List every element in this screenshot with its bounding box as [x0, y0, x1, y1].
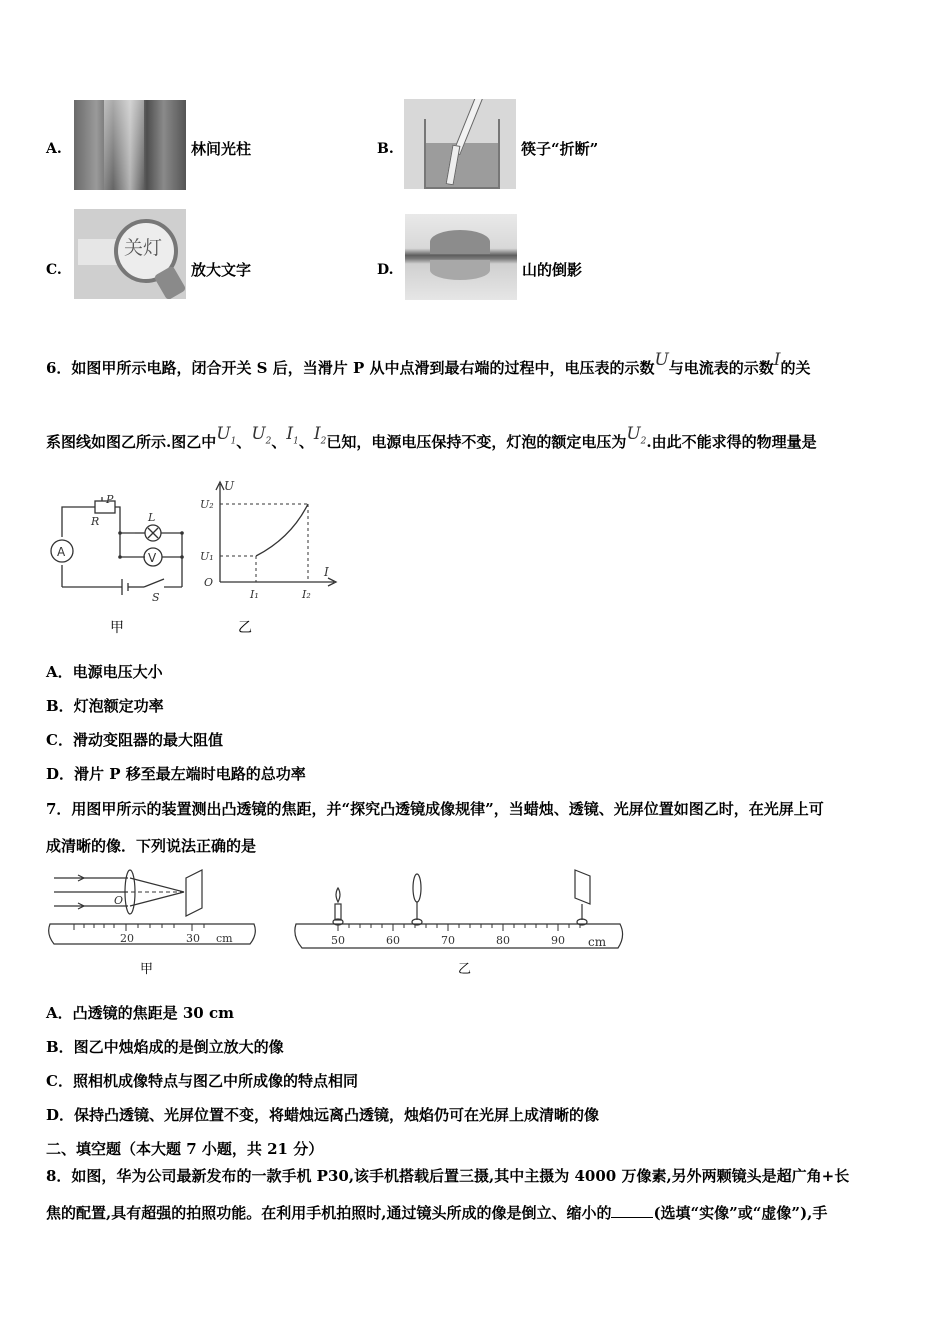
q6-option-a: A．电源电压大小: [46, 663, 163, 681]
q7-label-jia: 甲: [140, 962, 154, 977]
q5-option-b-letter: B.: [377, 141, 394, 157]
forest-light-photo: [74, 100, 186, 190]
magnified-text: 关灯: [124, 237, 163, 259]
focal-o-label: O: [114, 894, 124, 907]
q6-ui-graph: [196, 478, 346, 608]
bench-tick-80: 80: [496, 934, 510, 947]
bench-tick-60: 60: [386, 934, 400, 947]
q7-stem-line1: 7．用图甲所示的装置测出凸透镜的焦距，并“探究凸透镜成像规律”，当蜡烛、透镜、光屏位置如图乙时，在光屏上可: [46, 800, 824, 818]
q6-stem-line2: 系图线如图乙所示.图乙中$U_1$、$U_2$、$I_1$、$I_2$已知，电源电压保持不变，灯泡的额定电压为$U_2$.由此不能求得的物理量是: [46, 424, 817, 451]
lamp-label: L: [148, 511, 156, 524]
focal-unit: cm: [216, 932, 233, 945]
graph-i1-label: I₁: [250, 588, 259, 601]
q6-label-yi: 乙: [238, 620, 252, 636]
graph-origin-label: O: [204, 576, 214, 589]
graph-u2-label: U₂: [200, 498, 214, 511]
graph-u1-label: U₁: [200, 550, 214, 563]
q5-option-d-letter: D.: [377, 262, 394, 278]
resistor-label: R: [91, 515, 100, 528]
switch-label: S: [152, 591, 160, 604]
q7-optical-bench: [290, 866, 630, 956]
bench-tick-70: 70: [441, 934, 455, 947]
q5-option-c-letter: C.: [46, 262, 62, 278]
graph-u-axis-label: U: [224, 479, 235, 493]
q7-option-a: A．凸透镜的焦距是 30 cm: [46, 1004, 234, 1022]
chopstick-glass-photo: [404, 99, 516, 189]
q5-option-b-caption: 筷子“折断”: [521, 140, 599, 158]
section-2-heading: 二、填空题（本大题 7 小题，共 21 分）: [46, 1140, 324, 1158]
focal-tick-20: 20: [120, 932, 134, 945]
q7-focal-diagram: [44, 864, 264, 956]
q5-option-a-letter: A.: [46, 141, 62, 157]
q8-stem-line1: 8．如图，华为公司最新发布的一款手机 P30,该手机搭载后置三摄,其中主摄为 4000 万像素,另外两颗镜头是超广角+长: [46, 1167, 850, 1185]
q6-option-c: C．滑动变阻器的最大阻值: [46, 731, 223, 749]
q7-option-d: D．保持凸透镜、光屏位置不变，将蜡烛远离凸透镜，烛焰仍可在光屏上成清晰的像: [46, 1106, 600, 1124]
magnifier-text-photo: [74, 209, 186, 299]
graph-i2-label: I₂: [302, 588, 311, 601]
q5-option-a-caption: 林间光柱: [191, 140, 252, 158]
bench-unit: cm: [588, 935, 607, 949]
q5-option-d-caption: 山的倒影: [522, 261, 583, 279]
q6-circuit-diagram: [40, 495, 190, 615]
q7-label-yi: 乙: [458, 962, 472, 977]
q7-stem-line2: 成清晰的像．下列说法正确的是: [46, 837, 257, 855]
q6-option-b: B．灯泡额定功率: [46, 697, 164, 715]
q8-answer-blank[interactable]: [611, 1203, 653, 1218]
q6-stem-line1: 6．如图甲所示电路，闭合开关 S 后，当滑片 P 从中点滑到最右端的过程中，电压表的示数U与电流表的示数I的关: [46, 350, 811, 377]
ammeter-symbol: A: [57, 545, 66, 559]
focal-tick-30: 30: [186, 932, 200, 945]
q8-stem-line2: 焦的配置,具有超强的拍照功能。在利用手机拍照时,通过镜头所成的像是倒立、缩小的 (选填“实像”或“虚像”),手: [46, 1204, 828, 1222]
q7-option-c: C．照相机成像特点与图乙中所成像的特点相同: [46, 1072, 358, 1090]
mountain-reflection-photo: [405, 214, 517, 300]
graph-i-axis-label: I: [324, 565, 329, 579]
slider-label: P: [106, 495, 114, 506]
bench-tick-90: 90: [551, 934, 565, 947]
q7-option-b: B．图乙中烛焰成的是倒立放大的像: [46, 1038, 284, 1056]
voltmeter-symbol: V: [148, 551, 157, 565]
q6-option-d: D．滑片 P 移至最左端时电路的总功率: [46, 765, 306, 783]
q6-label-jia: 甲: [110, 620, 124, 636]
bench-tick-50: 50: [331, 934, 345, 947]
q5-option-c-caption: 放大文字: [191, 261, 252, 279]
